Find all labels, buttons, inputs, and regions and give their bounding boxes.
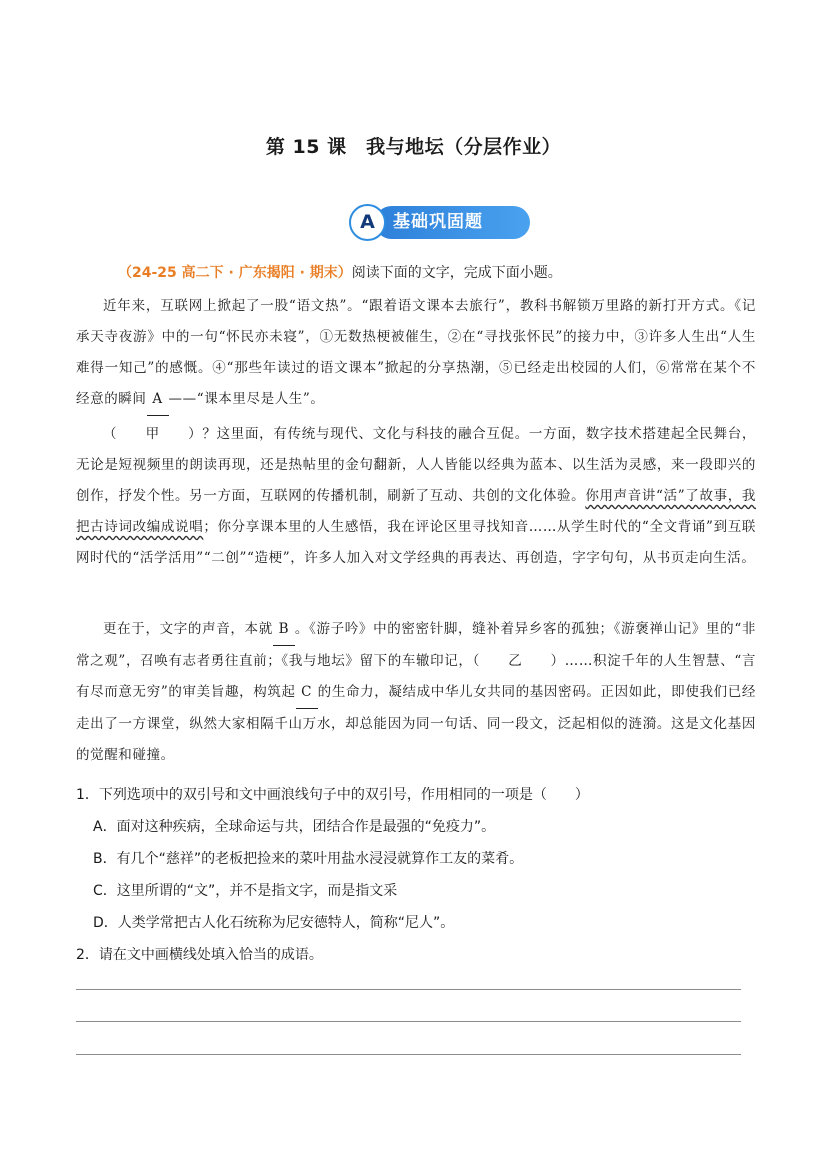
option-d[interactable]: D．人类学常把古人化石统称为尼安德特人，简称“尼人”。 (93, 915, 455, 931)
question-2-stem: 2．请在文中画横线处填入恰当的成语。 (76, 947, 323, 963)
passage-paragraph-3 (76, 614, 756, 771)
question-1-stem: 1．下列选项中的双引号和文中画浪线句子中的双引号，作用相同的一项是（ ） (76, 787, 589, 803)
answer-line[interactable] (76, 1054, 741, 1055)
option-c[interactable]: C．这里所谓的“文”，并不是指文字，而是指文采 (93, 883, 398, 899)
section-label: 基础巩固题 (375, 206, 530, 239)
passage-paragraph-2 (76, 419, 756, 574)
passage-text: ——“课本里尽是人生”。 (168, 391, 325, 407)
section-badge (349, 204, 530, 241)
section-letter: A (349, 204, 386, 241)
blank-a: A (147, 384, 169, 416)
wavy-underlined-sentence: 你用声音讲“活”了故事，我把古诗词改编成说唱 (76, 488, 756, 535)
passage-text: 近年来，互联网上掀起了一股“语文热”。“跟着语文课本去旅行”，教科书解锁万里路的新打开方式。《记承天寺夜游》中的一句“怀民亦未寝”，①无数热梗被催生，②在“寻找张怀民”的接力中，③许多人生出“人生难得一知己”的感慨。④“那些年读过的语文课本”掀起的分享热潮，⑤已经走出校园的人们，⑥常常在某个不经意的瞬间 (76, 298, 756, 407)
option-b[interactable]: B．有几个“慈祥”的老板把捡来的菜叶用盐水浸浸就算作工友的菜肴。 (93, 851, 524, 867)
reading-passage-3 (76, 614, 756, 771)
option-a[interactable]: A．面对这种疾病，全球命运与共，团结合作是最强的“免疫力”。 (93, 819, 496, 835)
passage-paragraph-1 (76, 291, 756, 416)
passage-text: 的生命力，凝结成中华儿女共同的基因密码。正因如此，即使我们已经走出了一方课堂，纵然大家相隔千山万水，却总能因为同一句话、同一段文，泛起相似的涟漪。这是文化基因的觉醒和碰撞。 (76, 684, 756, 763)
page-title: 第 15 课 我与地坛（分层作业） (265, 136, 562, 158)
answer-line[interactable] (76, 989, 741, 990)
instruction-text: 阅读下面的文字，完成下面小题。 (351, 265, 562, 281)
question-intro (118, 262, 562, 282)
reading-passage-2 (76, 419, 756, 574)
question-source: （24-25 高二下 · 广东揭阳 · 期末） (118, 265, 352, 281)
passage-text: 。《游子吟》中的密密针脚，缝补着异乡客的孤独；《游褒禅山记》里的“非常之观”，召唤有志者勇往直前；《我与地坛》留下的车辙印记，（ 乙 ）……积淀千年的人生智慧、“言有尽而意无穷”的审美旨趣，构筑起 (76, 621, 756, 700)
answer-line[interactable] (76, 1021, 741, 1022)
reading-passage (76, 291, 756, 416)
questions (76, 779, 756, 971)
passage-text: 更在于，文字的声音，本就 (103, 621, 273, 637)
blank-c: C (296, 677, 318, 709)
passage-text: ；你分享课本里的人生感悟，我在评论区里寻找知音……从学生时代的“全文背诵”到互联网时代的“活学活用”“二创”“造梗”，许多人加入对文学经典的再表达、再创造，字字句句，从书页走向生活。 (76, 519, 756, 566)
blank-b: B (273, 614, 295, 646)
passage-text: （ 甲 ）？这里面，有传统与现代、文化与科技的融合互促。一方面，数字技术搭建起全民舞台，无论是短视频里的朗读再现，还是热帖里的金句翻新，人人皆能以经典为蓝本、以生活为灵感，来一段即兴的创作，抒发个性。另一方面，互联网的传播机制，刷新了互动、共创的文化体验。 (76, 426, 756, 504)
